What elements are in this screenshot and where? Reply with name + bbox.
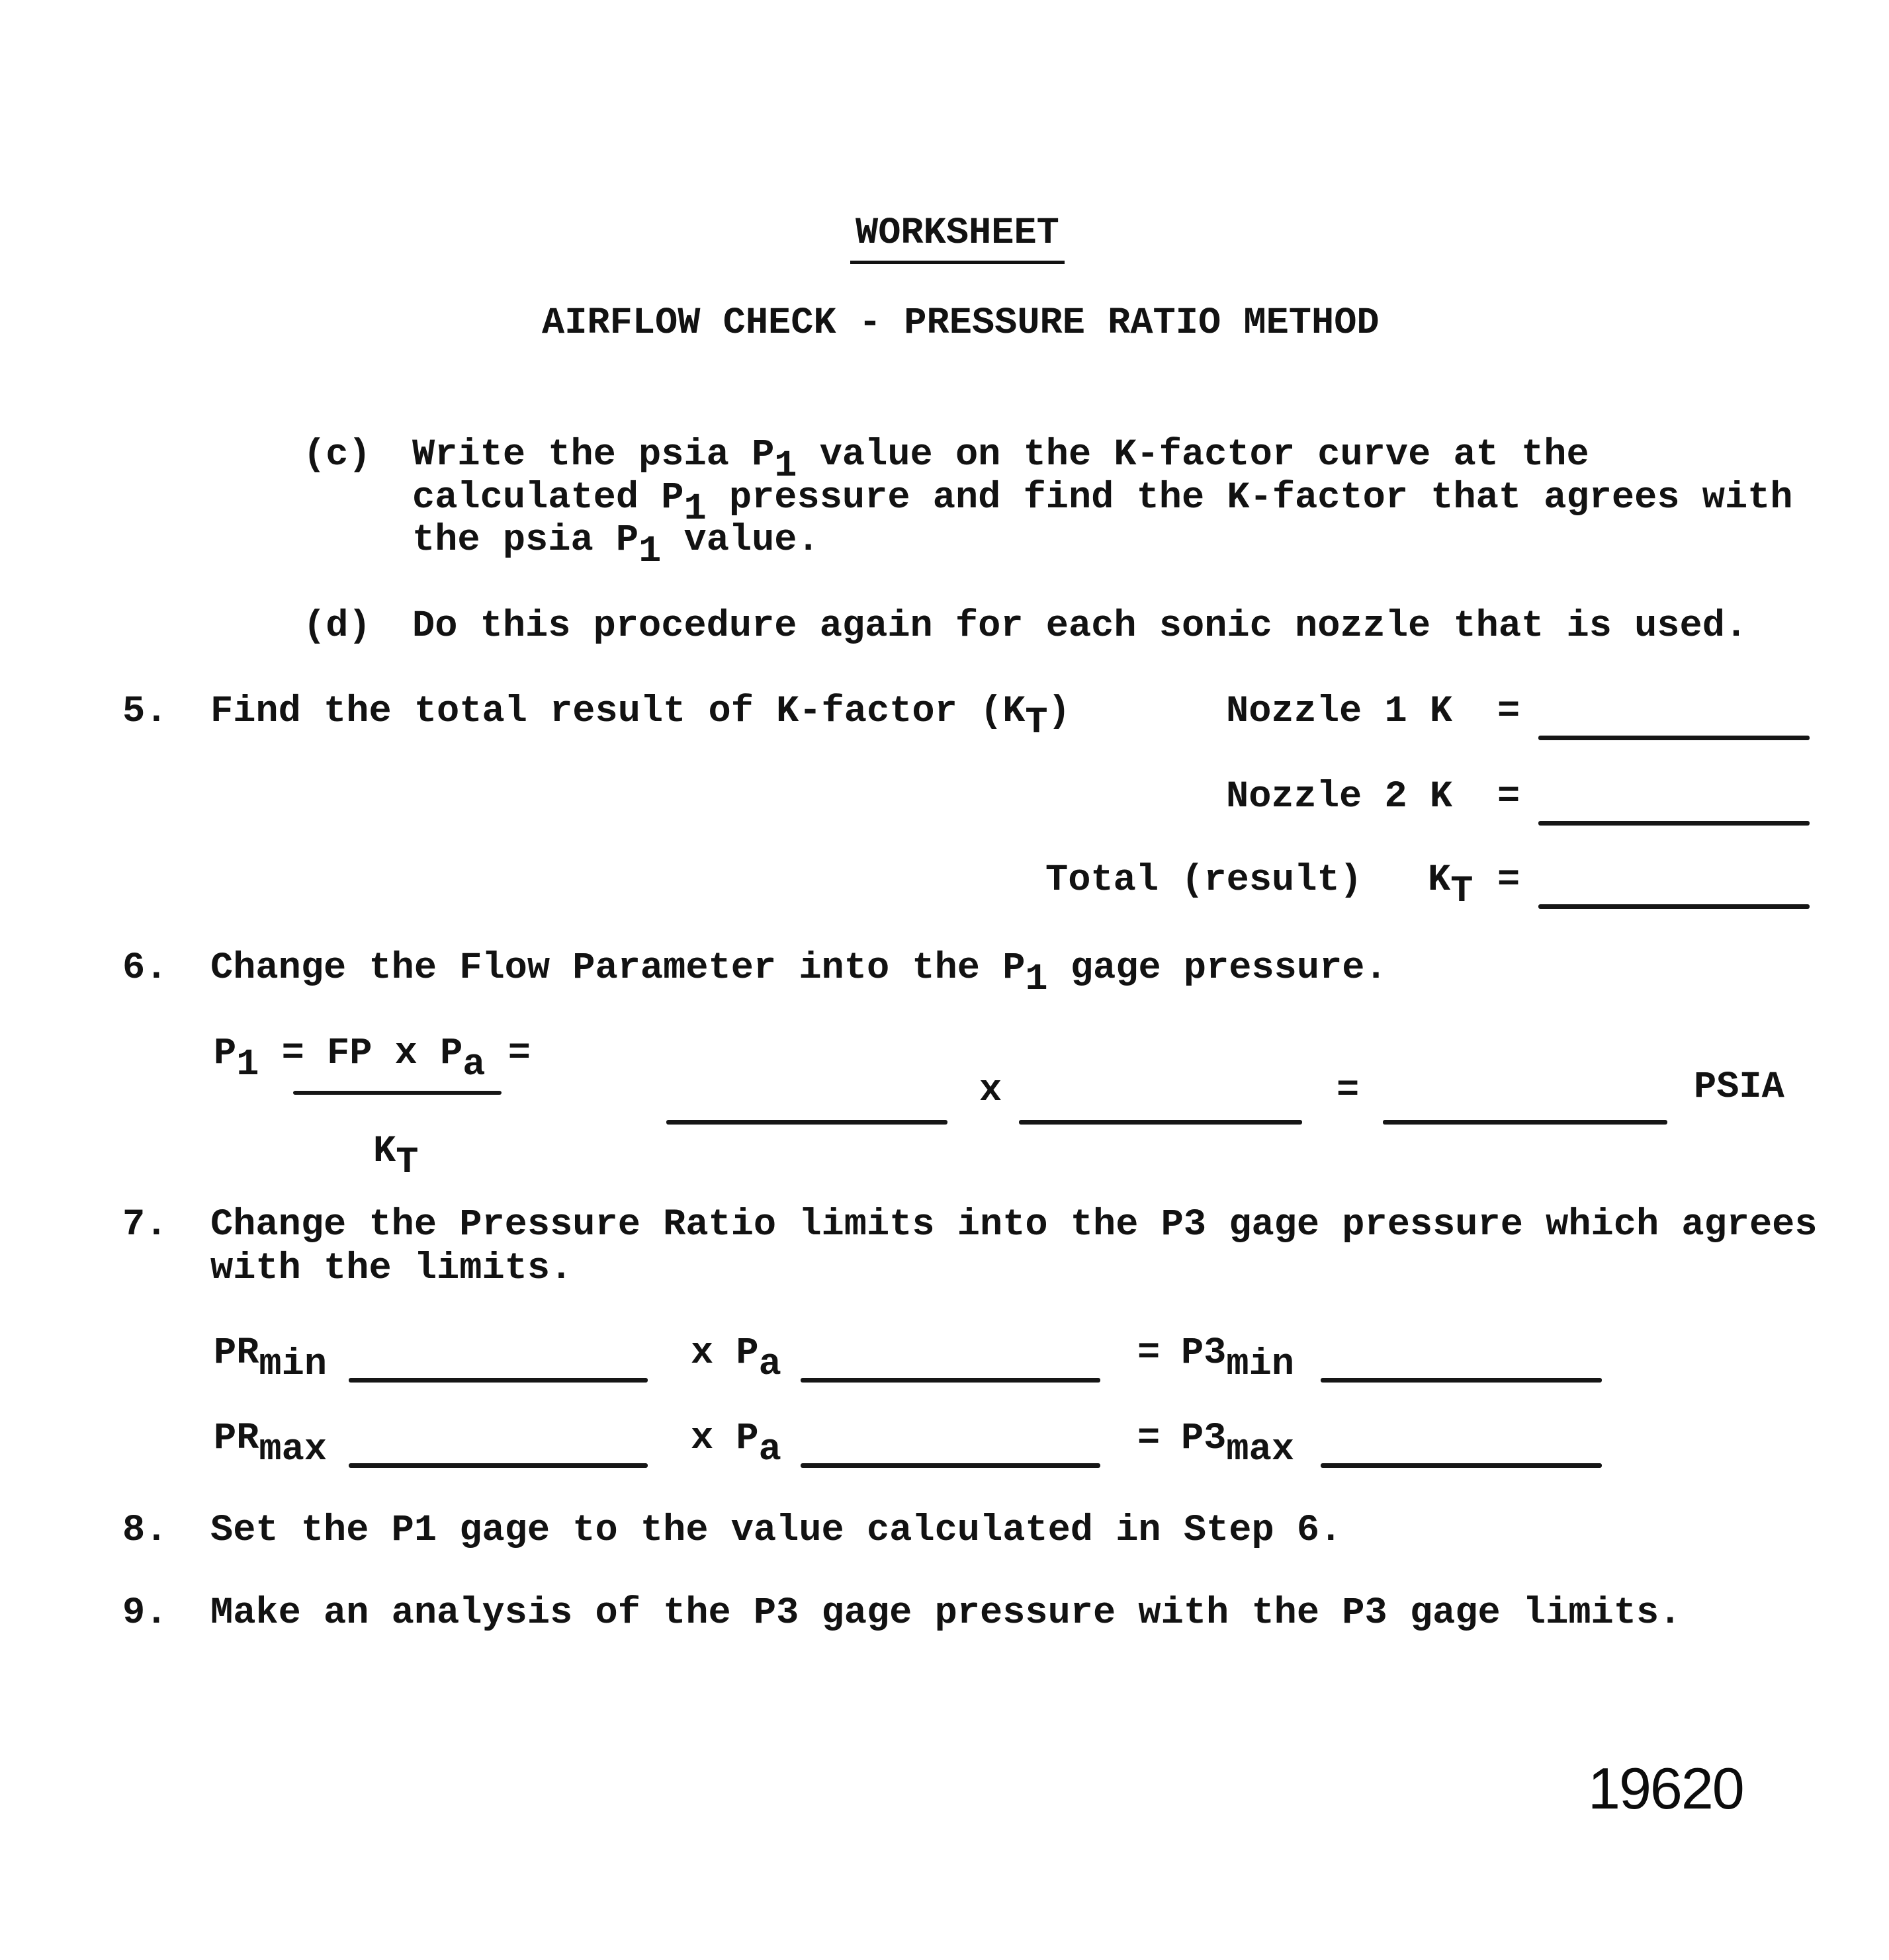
step-8-number: 8. [122, 1510, 168, 1552]
flow-blank-3 [1383, 1120, 1667, 1125]
total-result-label: Total (result) [1045, 859, 1362, 902]
pr-max-blank-2 [801, 1463, 1100, 1468]
pr-max-pa-label: x Pa [691, 1418, 781, 1472]
nozzle-1-equals: = [1497, 691, 1520, 733]
total-equals: = [1497, 859, 1520, 902]
step-8-text: Set the P1 gage to the value calculated in Step 6. [210, 1510, 1342, 1552]
pr-min-pa-label: x Pa [691, 1332, 781, 1386]
pr-min-blank-2 [801, 1378, 1100, 1383]
item-c-label: (c) [303, 434, 371, 476]
pr-min-label: PRmin [214, 1332, 328, 1386]
equals-operator: = [1337, 1070, 1360, 1112]
item-c-line-1: Write the psia P1 value on the K-factor curve at the [412, 434, 1589, 488]
item-d-label: (d) [303, 605, 371, 648]
step-7-number: 7. [122, 1204, 168, 1246]
step-5-number: 5. [122, 691, 168, 733]
nozzle-2-equals: = [1497, 776, 1520, 818]
formula-denominator: KT [373, 1130, 419, 1185]
nozzle-1-k-blank [1538, 736, 1810, 740]
psia-unit: PSIA [1694, 1066, 1784, 1109]
multiply-operator: x [979, 1070, 1002, 1112]
step-6-number: 6. [122, 947, 168, 990]
step-9-text: Make an analysis of the P3 gage pressure with the P3 gage limits. [210, 1592, 1682, 1635]
page-title: WORKSHEET [850, 212, 1065, 264]
step-7-line-1: Change the Pressure Ratio limits into the P3 gage pressure which agrees [210, 1204, 1818, 1246]
nozzle-2-label: Nozzle 2 K [1226, 776, 1453, 818]
flow-blank-1 [666, 1120, 947, 1125]
item-c-line-2: calculated P1 pressure and find the K-factor that agrees with [412, 477, 1793, 531]
pr-max-equals: = [1137, 1418, 1161, 1460]
step-7-line-2: with the limits. [210, 1248, 573, 1290]
pr-max-blank-3 [1321, 1463, 1602, 1468]
pr-max-blank-1 [349, 1463, 648, 1468]
p3-max-label: P3max [1181, 1418, 1295, 1472]
total-kt-blank [1538, 904, 1810, 909]
step-5-text: Find the total result of K-factor (KT) [210, 691, 1071, 745]
page-subtitle: AIRFLOW CHECK - PRESSURE RATIO METHOD [542, 302, 1380, 345]
fraction-bar [293, 1091, 502, 1095]
pr-min-equals: = [1137, 1332, 1161, 1375]
pr-max-label: PRmax [214, 1418, 328, 1472]
p3-min-label: P3min [1181, 1332, 1295, 1386]
item-d-text: Do this procedure again for each sonic nozzle that is used. [412, 605, 1748, 648]
nozzle-1-label: Nozzle 1 K [1226, 691, 1453, 733]
nozzle-2-k-blank [1538, 821, 1810, 826]
step-6-text: Change the Flow Parameter into the P1 gage pressure. [210, 947, 1387, 1001]
step-9-number: 9. [122, 1592, 168, 1635]
item-c-line-3: the psia P1 value. [412, 519, 820, 574]
total-kt-symbol: KT [1428, 859, 1473, 914]
formula-numerator: P1 = FP x Pa = [214, 1033, 531, 1087]
flow-blank-2 [1019, 1120, 1302, 1125]
pr-min-blank-3 [1321, 1378, 1602, 1383]
pr-min-blank-1 [349, 1378, 648, 1383]
doc-number: 19620 [1588, 1756, 1743, 1821]
